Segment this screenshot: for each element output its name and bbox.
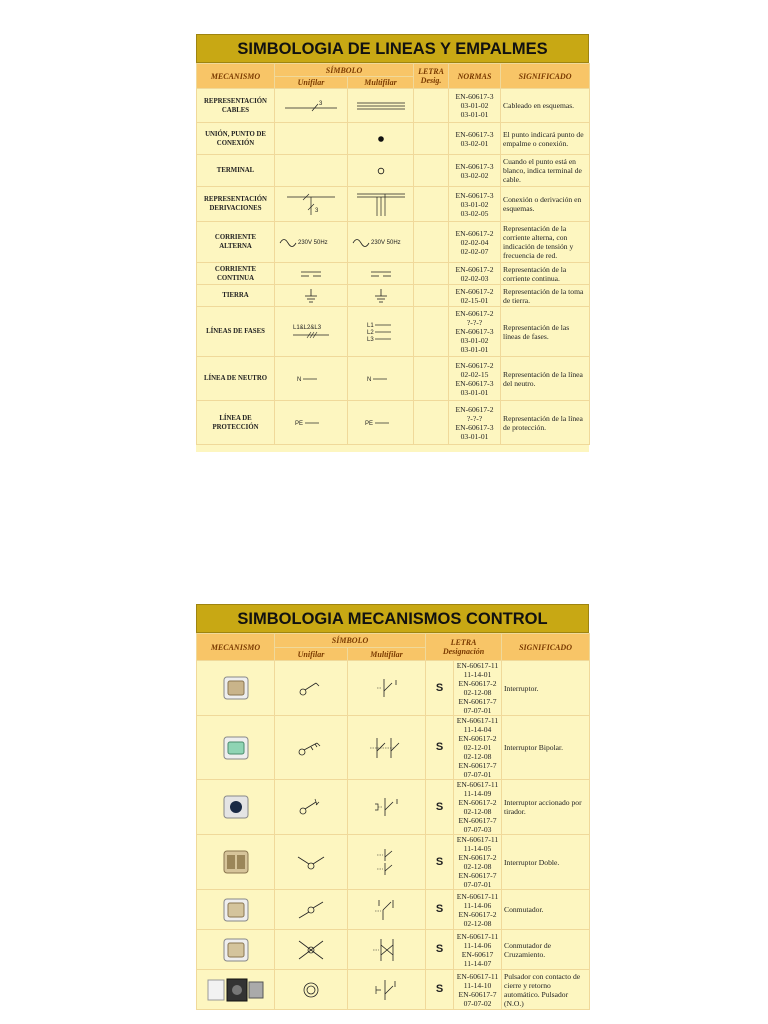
row-normas: EN-60617-11 11-14-04 EN-60617-2 02-12-01 02-12-08 EN-60617-7 07-07-01 [454, 716, 502, 780]
row-letra [414, 123, 449, 155]
header-letra-line2: Designación [442, 647, 485, 656]
row-normas: EN-60617-11 11-14-06 EN-60617 11-14-07 [454, 930, 502, 970]
lineas-table [196, 63, 590, 445]
ac-multifilar-symbol [348, 222, 414, 263]
phases-multi-l3: L3 [366, 336, 374, 343]
control-table [196, 633, 590, 1010]
dc-unifilar-symbol [275, 263, 348, 285]
ac-unifilar-label: 230V 50Hz [298, 240, 328, 246]
table-row [197, 401, 590, 445]
row-significado: Interruptor. [502, 661, 590, 716]
row-letra: S [426, 661, 454, 716]
bipolar-switch-photo-icon [197, 716, 275, 780]
table-row [197, 890, 590, 930]
ground-icon [348, 285, 414, 307]
switch-unifilar-symbol [275, 661, 348, 716]
header-multifilar: Multifilar [348, 648, 426, 661]
row-letra: S [426, 716, 454, 780]
pushbutton-unifilar-symbol [275, 970, 348, 1010]
pull-switch-photo-icon [197, 780, 275, 835]
mecanismos-control-panel [196, 604, 589, 1008]
header-unifilar: Unifilar [275, 77, 348, 89]
table-row [197, 222, 590, 263]
header-letra-line1: LETRA [418, 67, 444, 76]
derivation-unifilar-symbol [275, 187, 348, 222]
row-normas: EN-60617-2 02-02-03 [449, 263, 501, 285]
row-normas: EN-60617-2 ?-?-? EN-60617-3 03-01-01 [449, 401, 501, 445]
row-mecanismo: CORRIENTE CONTINUA [197, 263, 275, 285]
dc-multifilar-symbol [348, 263, 414, 285]
protection-unifilar-label: PE [295, 420, 304, 427]
row-significado: Representación de la corriente continua. [501, 263, 590, 285]
commutator-multifilar-symbol [348, 890, 426, 930]
header-unifilar: Unifilar [275, 648, 348, 661]
header-simbolo: SÍMBOLO [275, 634, 426, 648]
row-significado: Representación de la corriente alterna, con indicación de tensión y frecuencia de red. [501, 222, 590, 263]
union-unifilar-symbol [275, 123, 348, 155]
row-significado: Interruptor accionado por tirador. [502, 780, 590, 835]
panel2-title: SIMBOLOGIA MECANISMOS CONTROL [196, 604, 589, 633]
row-normas: EN-60617-11 11-14-01 EN-60617-2 02-12-08 EN-60617-7 07-07-01 [454, 661, 502, 716]
panel1-title: SIMBOLOGIA DE LINEAS Y EMPALMES [196, 34, 589, 63]
row-normas: EN-60617-3 03-02-01 [449, 123, 501, 155]
table-row [197, 307, 590, 357]
table-row [197, 263, 590, 285]
row-letra: S [426, 930, 454, 970]
table-row [197, 357, 590, 401]
row-letra [414, 187, 449, 222]
row-normas: EN-60617-2 ?-?-? EN-60617-3 03-01-02 03-01-01 [449, 307, 501, 357]
row-normas: EN-60617-2 02-02-04 02-02-07 [449, 222, 501, 263]
double-multifilar-symbol [348, 835, 426, 890]
connection-dot-icon [348, 123, 414, 155]
row-letra [414, 263, 449, 285]
row-significado: Conexión o derivación en esquemas. [501, 187, 590, 222]
ground-icon [275, 285, 348, 307]
header-mecanismo: MECANISMO [197, 634, 275, 661]
row-letra [414, 155, 449, 187]
neutral-unifilar-symbol [275, 357, 348, 401]
header-letra-line1: LETRA [450, 638, 477, 647]
phases-unifilar-symbol [275, 307, 348, 357]
pushbutton-photo-icon [197, 970, 275, 1010]
row-letra [414, 222, 449, 263]
crossover-unifilar-symbol [275, 930, 348, 970]
row-significado: Conmutador de Cruzamiento. [502, 930, 590, 970]
switch-photo-icon [197, 661, 275, 716]
row-mecanismo: TERMINAL [197, 155, 275, 187]
switch-multifilar-symbol [348, 661, 426, 716]
svg-text:3: 3 [319, 100, 323, 107]
derivation-multifilar-symbol [348, 187, 414, 222]
row-normas: EN-60617-11 11-14-09 EN-60617-2 02-12-08 EN-60617-7 07-07-03 [454, 780, 502, 835]
lineas-empalmes-panel [196, 34, 589, 452]
pull-multifilar-symbol [348, 780, 426, 835]
phases-multi-l1: L1 [366, 322, 374, 329]
table-row [197, 89, 590, 123]
row-mecanismo: LÍNEA DE PROTECCIÓN [197, 401, 275, 445]
row-mecanismo: CORRIENTE ALTERNA [197, 222, 275, 263]
header-mecanismo: MECANISMO [197, 64, 275, 89]
row-normas: EN-60617-11 11-14-10 EN-60617-7 07-07-02 [454, 970, 502, 1010]
row-letra [414, 89, 449, 123]
double-unifilar-symbol [275, 835, 348, 890]
row-normas: EN-60617-2 02-02-15 EN-60617-3 03-01-01 [449, 357, 501, 401]
row-letra: S [426, 890, 454, 930]
ac-multifilar-label: 230V 50Hz [371, 240, 401, 246]
protection-unifilar-symbol [275, 401, 348, 445]
row-significado: Cableado en esquemas. [501, 89, 590, 123]
table-row [197, 835, 590, 890]
row-significado: El punto indicará punto de empalme o conexión. [501, 123, 590, 155]
commutator-photo-icon [197, 890, 275, 930]
row-letra: S [426, 970, 454, 1010]
row-significado: Interruptor Doble. [502, 835, 590, 890]
protection-multifilar-label: PE [364, 420, 373, 427]
row-letra [414, 285, 449, 307]
row-normas: EN-60617-11 11-14-05 EN-60617-2 02-12-08 EN-60617-7 07-07-01 [454, 835, 502, 890]
pushbutton-multifilar-symbol [348, 970, 426, 1010]
header-normas: NORMAS [449, 64, 501, 89]
header-multifilar: Multifilar [348, 77, 414, 89]
table-row [197, 285, 590, 307]
row-letra [414, 401, 449, 445]
row-mecanismo: TIERRA [197, 285, 275, 307]
row-significado: Interruptor Bipolar. [502, 716, 590, 780]
commutator-unifilar-symbol [275, 890, 348, 930]
header-significado: SIGNIFICADO [501, 64, 590, 89]
row-letra: S [426, 835, 454, 890]
table-row [197, 123, 590, 155]
row-normas: EN-60617-3 03-01-02 03-01-01 [449, 89, 501, 123]
header-significado: SIGNIFICADO [502, 634, 590, 661]
row-mecanismo: LÍNEA DE NEUTRO [197, 357, 275, 401]
row-letra [414, 357, 449, 401]
neutral-multifilar-symbol [348, 357, 414, 401]
terminal-unifilar-symbol [275, 155, 348, 187]
row-normas: EN-60617-11 11-14-06 EN-60617-2 02-12-08 [454, 890, 502, 930]
header-letra [414, 64, 449, 89]
table-row [197, 661, 590, 716]
table-row [197, 716, 590, 780]
bipolar-multifilar-symbol [348, 716, 426, 780]
table-row [197, 155, 590, 187]
row-significado: Pulsador con contacto de cierre y retorno automático. Pulsador (N.O.) [502, 970, 590, 1010]
header-letra-line2: Desig. [420, 76, 442, 85]
row-normas: EN-60617-3 03-02-02 [449, 155, 501, 187]
row-normas: EN-60617-2 02-15-01 [449, 285, 501, 307]
bipolar-unifilar-symbol [275, 716, 348, 780]
row-mecanismo: LÍNEAS DE FASES [197, 307, 275, 357]
cable-multifilar-symbol [348, 89, 414, 123]
row-letra: S [426, 780, 454, 835]
row-letra [414, 307, 449, 357]
row-mecanismo: REPRESENTACIÓN DERIVACIONES [197, 187, 275, 222]
table-row [197, 780, 590, 835]
table-row [197, 970, 590, 1010]
row-significado: Representación de la toma de tierra. [501, 285, 590, 307]
phases-unifilar-label: L1&L2&L3 [293, 324, 322, 331]
row-significado: Representación de las líneas de fases. [501, 307, 590, 357]
row-significado: Representación de la línea de protección. [501, 401, 590, 445]
svg-text:3: 3 [315, 208, 319, 214]
protection-multifilar-symbol [348, 401, 414, 445]
row-significado: Cuando el punto está en blanco, indica terminal de cable. [501, 155, 590, 187]
row-normas: EN-60617-3 03-01-02 03-02-05 [449, 187, 501, 222]
crossover-switch-photo-icon [197, 930, 275, 970]
neutral-unifilar-label: N [297, 376, 302, 383]
double-switch-photo-icon [197, 835, 275, 890]
phases-multifilar-symbol [348, 307, 414, 357]
row-significado: Representación de la línea del neutro. [501, 357, 590, 401]
cable-unifilar-symbol [275, 89, 348, 123]
header-letra [426, 634, 502, 661]
phases-multi-l2: L2 [366, 329, 374, 336]
header-simbolo: SÍMBOLO [275, 64, 414, 77]
pull-unifilar-symbol [275, 780, 348, 835]
crossover-multifilar-symbol [348, 930, 426, 970]
terminal-circle-icon [348, 155, 414, 187]
row-mecanismo: REPRESENTACIÓN CABLES [197, 89, 275, 123]
neutral-multifilar-label: N [366, 376, 371, 383]
row-significado: Conmutador. [502, 890, 590, 930]
table-row [197, 930, 590, 970]
table-row [197, 187, 590, 222]
ac-unifilar-symbol [275, 222, 348, 263]
row-mecanismo: UNIÓN, PUNTO DE CONEXIÓN [197, 123, 275, 155]
